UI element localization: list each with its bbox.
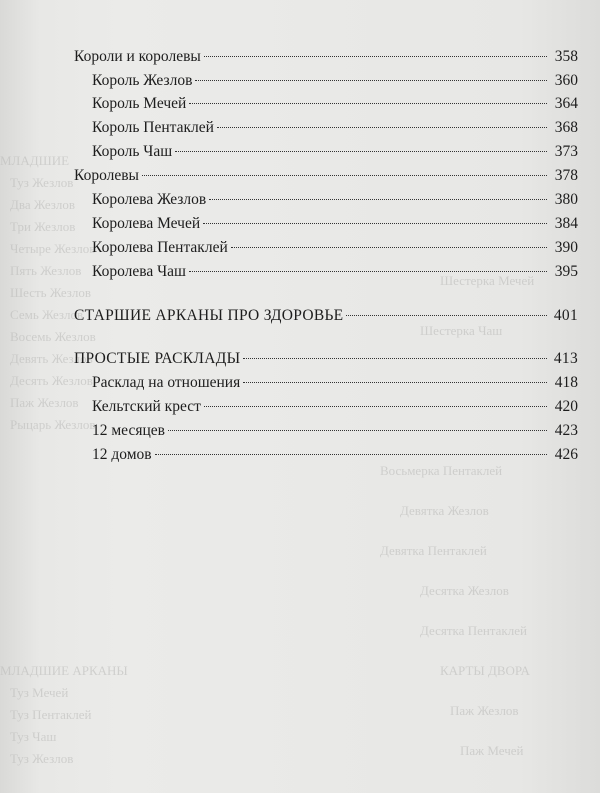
dot-leader bbox=[243, 358, 547, 359]
toc-entry bbox=[74, 191, 578, 215]
toc-page-number: 373 bbox=[554, 143, 578, 160]
toc-page-number: 358 bbox=[554, 48, 578, 65]
show-through-text: МЛАДШИЕ Туз Жезлов Два Жезлов Три Жезлов Четыре Жезлов Пять Жезлов Шесть Жезлов Семь Жезлов Восемь Жезлов Девять Жезлов Десять Жезлов Паж Жезлов Рыцарь Жезлов МЛАДШИЕ АРКАНЫ Туз Мечей Туз Пентаклей Туз Чаш Туз Жезлов Шестерка Мечей Шестерка Чаш Восьмерка Пентаклей Девятка Жезлов Девятка Пентаклей Десятка Жезлов Десятка Пентаклей КАРТЫ ДВОРА Паж Жезлов Паж Мечей bbox=[0, 153, 535, 766]
toc-entry-title: 12 домов bbox=[92, 446, 152, 463]
toc-entry bbox=[74, 48, 578, 72]
toc-entry bbox=[74, 374, 578, 398]
toc-entry bbox=[74, 167, 578, 191]
toc-page-number: 426 bbox=[554, 446, 578, 463]
dot-leader bbox=[189, 271, 547, 272]
toc-page-number: 368 bbox=[554, 119, 578, 136]
toc-entry-title: Короли и королевы bbox=[74, 48, 201, 65]
dot-leader bbox=[217, 127, 547, 128]
toc-page-number: 418 bbox=[554, 374, 578, 391]
toc-entry bbox=[74, 72, 578, 96]
toc-page-number: 384 bbox=[554, 215, 578, 232]
toc-entry-title: Королевы bbox=[74, 167, 139, 184]
dot-leader bbox=[142, 175, 547, 176]
dot-leader bbox=[168, 430, 547, 431]
toc-entry-title: СТАРШИЕ АРКАНЫ ПРО ЗДОРОВЬЕ bbox=[74, 307, 344, 324]
toc-page-number: 360 bbox=[554, 72, 578, 89]
dot-leader bbox=[209, 199, 547, 200]
dot-leader bbox=[203, 223, 547, 224]
toc-entry bbox=[74, 263, 578, 287]
toc-entry-title: Король Пентаклей bbox=[92, 119, 214, 136]
toc-entry bbox=[74, 95, 578, 119]
toc-entry bbox=[74, 239, 578, 263]
dot-leader bbox=[189, 103, 547, 104]
toc-page-number: 413 bbox=[553, 350, 578, 367]
dot-leader bbox=[204, 56, 547, 57]
toc-entry-title: Королева Пентаклей bbox=[92, 239, 228, 256]
dot-leader bbox=[346, 315, 547, 316]
toc-section-heading bbox=[74, 350, 578, 374]
toc-entry-title: Королева Жезлов bbox=[92, 191, 207, 208]
toc-entry-title: Король Мечей bbox=[92, 95, 187, 112]
toc-entry-title: Кельтский крест bbox=[92, 398, 201, 415]
toc-page-number: 395 bbox=[554, 263, 578, 280]
toc-entry bbox=[74, 446, 578, 470]
dot-leader bbox=[204, 406, 547, 407]
dot-leader bbox=[195, 80, 547, 81]
toc-page-number: 378 bbox=[554, 167, 578, 184]
toc-page-number: 401 bbox=[553, 307, 578, 324]
toc-section-heading bbox=[74, 307, 578, 331]
toc-page-number: 390 bbox=[554, 239, 578, 256]
toc-entry bbox=[74, 422, 578, 446]
toc-entry-title: Расклад на отношения bbox=[92, 374, 241, 391]
toc-entry-title: Королева Чаш bbox=[92, 263, 186, 280]
toc-entry-title: ПРОСТЫЕ РАСКЛАДЫ bbox=[74, 350, 241, 367]
toc-entry bbox=[74, 215, 578, 239]
toc-page-number: 423 bbox=[554, 422, 578, 439]
toc-entry-title: Королева Мечей bbox=[92, 215, 201, 232]
toc-entry bbox=[74, 398, 578, 422]
toc-entry-title: 12 месяцев bbox=[92, 422, 165, 439]
toc-entry bbox=[74, 143, 578, 167]
dot-leader bbox=[243, 382, 547, 383]
dot-leader bbox=[175, 151, 547, 152]
dot-leader bbox=[231, 247, 547, 248]
toc-page-number: 420 bbox=[554, 398, 578, 415]
toc-page-number: 380 bbox=[554, 191, 578, 208]
toc-entry-title: Король Жезлов bbox=[92, 72, 193, 89]
toc-entry-title: Король Чаш bbox=[92, 143, 173, 160]
toc-page-number: 364 bbox=[554, 95, 578, 112]
toc-entry bbox=[74, 119, 578, 143]
dot-leader bbox=[155, 454, 547, 455]
